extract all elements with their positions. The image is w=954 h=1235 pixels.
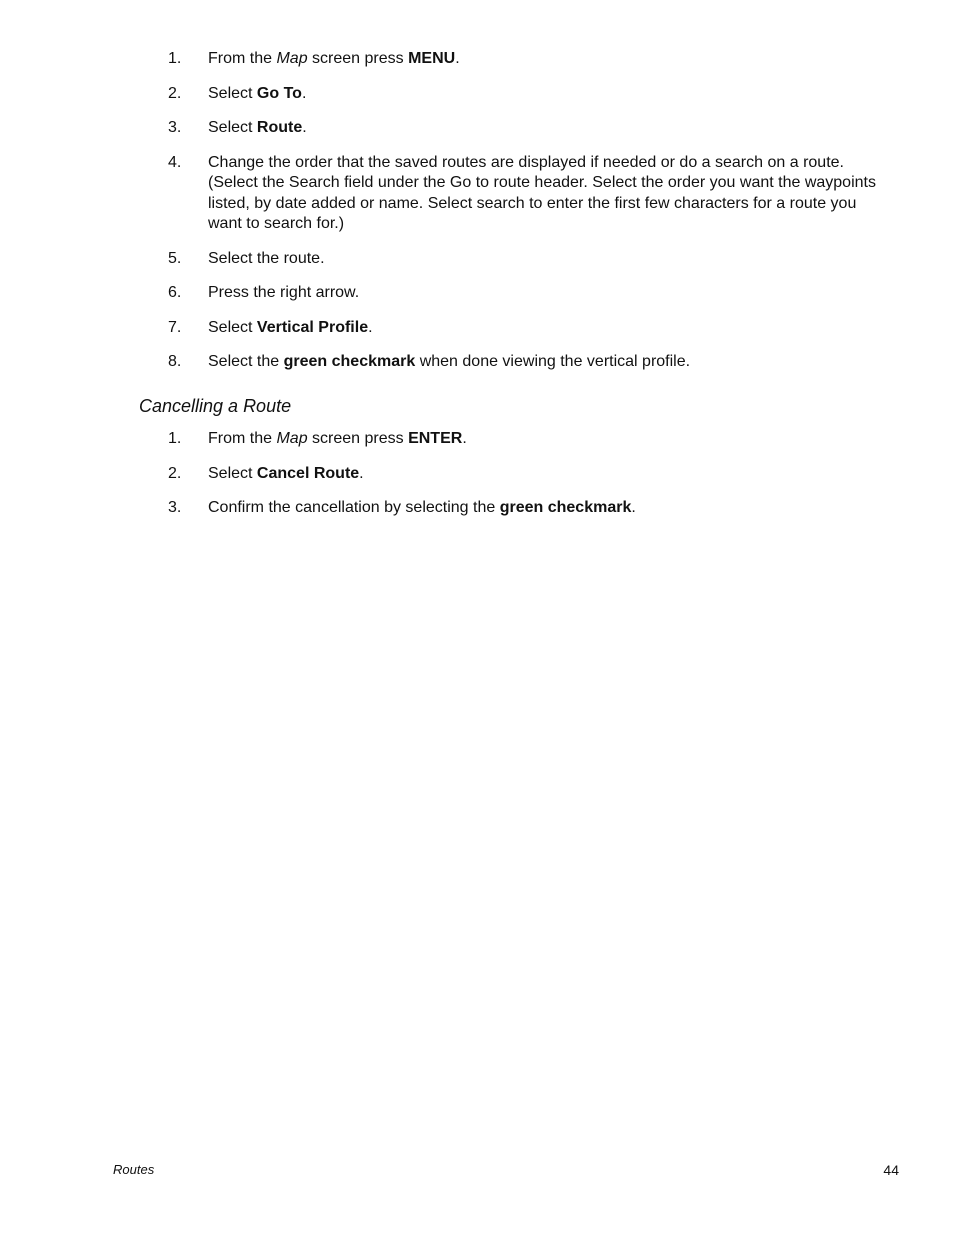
button-name: green checkmark (499, 499, 632, 516)
step-text: . (462, 430, 467, 447)
step-text: From the (208, 430, 277, 447)
step-number: 3. (168, 499, 182, 516)
step-item (168, 464, 894, 485)
step-text: Select (208, 464, 257, 482)
step-item (168, 84, 894, 105)
step-text: screen press (307, 50, 409, 67)
button-name: green checkmark (283, 353, 416, 370)
step-text: Select (208, 119, 257, 136)
step-number: 3. (168, 119, 182, 136)
step-item (168, 49, 894, 70)
step-text: . (301, 84, 307, 102)
step-item (168, 352, 894, 373)
step-number: 1. (168, 430, 182, 447)
step-item (168, 249, 894, 270)
step-text: Select the route. (208, 249, 325, 267)
step-number: 2. (168, 84, 182, 102)
step-text: From the (208, 50, 277, 67)
step-item (168, 283, 894, 304)
step-text: screen press (307, 430, 409, 447)
screen-name: Map (276, 430, 308, 447)
step-item (168, 429, 894, 450)
step-text: . (368, 318, 373, 336)
menu-option: Vertical Profile (256, 318, 369, 336)
step-item (168, 153, 894, 235)
step-text: when done viewing the vertical profile. (415, 353, 691, 370)
menu-option: Route (256, 119, 303, 136)
step-text: Confirm the cancellation by selecting the (208, 499, 500, 516)
step-number: 2. (168, 464, 182, 482)
step-number: 7. (168, 318, 182, 336)
step-text: Press the right arrow. (208, 284, 360, 301)
step-item (168, 318, 894, 339)
page-number: 44 (883, 1162, 899, 1178)
step-number: 5. (168, 249, 182, 267)
step-text: Change the order that the saved routes are displayed if needed or do a search on a route. (Select the Search field under the Go to route header. Select the order you want the waypoints listed, by date added or name. Select search to enter the first few characters for a route you want to search for.) (208, 153, 876, 232)
step-number: 8. (168, 353, 182, 370)
step-text: . (302, 119, 307, 136)
menu-option: Cancel Route (256, 464, 360, 482)
step-number: 1. (168, 50, 182, 67)
section-heading: Cancelling a Route (139, 396, 292, 416)
step-text: Select the (208, 353, 284, 370)
step-text: Select (208, 84, 257, 102)
step-item (168, 498, 894, 519)
step-text: Select (208, 318, 257, 336)
key-name: MENU (408, 50, 456, 67)
key-name: ENTER (408, 430, 463, 447)
step-number: 4. (168, 153, 182, 171)
step-text: . (455, 50, 460, 67)
steps-list-cancel-route (168, 429, 894, 533)
footer-section-name: Routes (113, 1162, 155, 1177)
steps-list-view-vertical-profile (168, 49, 894, 387)
step-number: 6. (168, 284, 182, 301)
step-item (168, 118, 894, 139)
screen-name: Map (276, 50, 308, 67)
step-text: . (359, 464, 364, 482)
menu-option: Go To (256, 84, 302, 102)
step-text: . (631, 499, 636, 516)
